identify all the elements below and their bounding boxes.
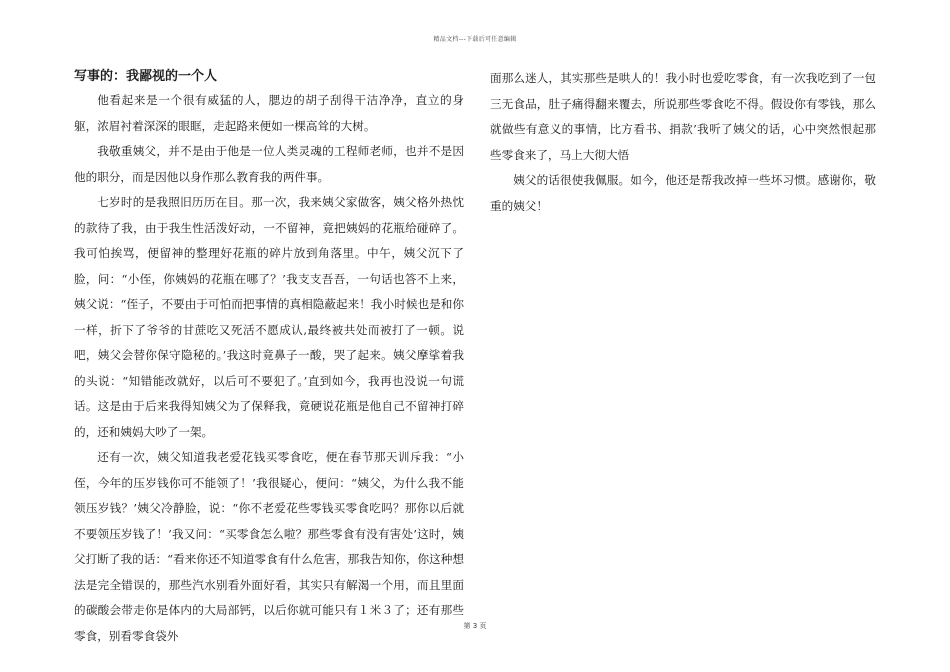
left-column	[74, 66, 464, 649]
paragraph-continuation: 面那么迷人，其实那些是哄人的！我小时也爱吃零食，有一次我吃到了一包三无食品，肚子痛得翻来覆去，所说那些零食吃不得。假设你有零钱，那么就做些有意义的事情，比方看书、捐款’我听了姨父的话，心中突然恨起那些零食来了，马上大彻大悟	[490, 71, 876, 162]
paragraph: 姨父的话很使我佩服。如今，他还是帮我改掉一些坏习惯。感谢你，敬重的姨父！	[490, 173, 876, 213]
paragraph: 我敬重姨父，并不是由于他是一位人类灵魂的工程师老师，也并不是因他的职分，而是因他以身作那么教育我的两件事。	[74, 144, 464, 184]
page-header: 精品文档---下载后可任意编辑	[433, 36, 517, 43]
right-column	[490, 66, 876, 219]
paragraph: 七岁时的是我照旧历历在目。那一次，我来姨父家做客，姨父格外热忱的款待了我，由于我生性活泼好动，一不留神，竟把姨妈的花瓶给碰碎了。我可怕挨骂，便留神的整理好花瓶的碎片放到角落里。中午，姨父沉下了脸，问：“小侄，你姨妈的花瓶在哪了？’我支支吾吾，一句话也答不上来，姨父说：“侄子，不要由于可怕而把事情的真相隐蔽起来！我小时候也是和你一样，折下了爷爷的甘蔗吃又死活不愿成认,最终被共处而被打了一顿。说吧，姨父会替你保守隐秘的。’我这时竟鼻子一酸，哭了起来。姨父摩挲着我的头说：“知错能改就好，以后可不要犯了。’直到如今，我再也没说一句谎话。这是由于后来我得知姨父为了保释我，竟硬说花瓶是他自己不留神打碎的，还和姨妈大吵了一架。	[74, 195, 464, 439]
paragraph: 他看起来是一个很有威猛的人，腮边的胡子刮得干洁净净，直立的身躯，浓眉衬着深深的眼眶，走起路来便如一棵高耸的大树。	[74, 93, 464, 133]
article-title: 写事的：我鄙视的一个人	[74, 69, 218, 84]
paragraph: 还有一次，姨父知道我老爱花钱买零食吃，便在春节那天训斥我：“小侄，今年的压岁钱你可不能领了！’我很疑心，便问：“姨父，为什么我不能领压岁钱？’姨父冷静脸，说：“你不老爱花些零钱买零食吃吗？那你以后就不要领压岁钱了！’我又问：“买零食怎么啦？那些零食有没有害处’这时，姨父打断了我的话：“看来你还不知道零食有什么危害，那我告知你，你这种想法是完全错误的，那些汽水别看外面好看，其实只有解渴一个用，而且里面的碳酸会带走你是体内的大局部钙，以后你就可能只有１米３了；还有那些零食，别看零食袋外	[74, 450, 464, 643]
page-number: 第 3 页	[463, 622, 487, 630]
